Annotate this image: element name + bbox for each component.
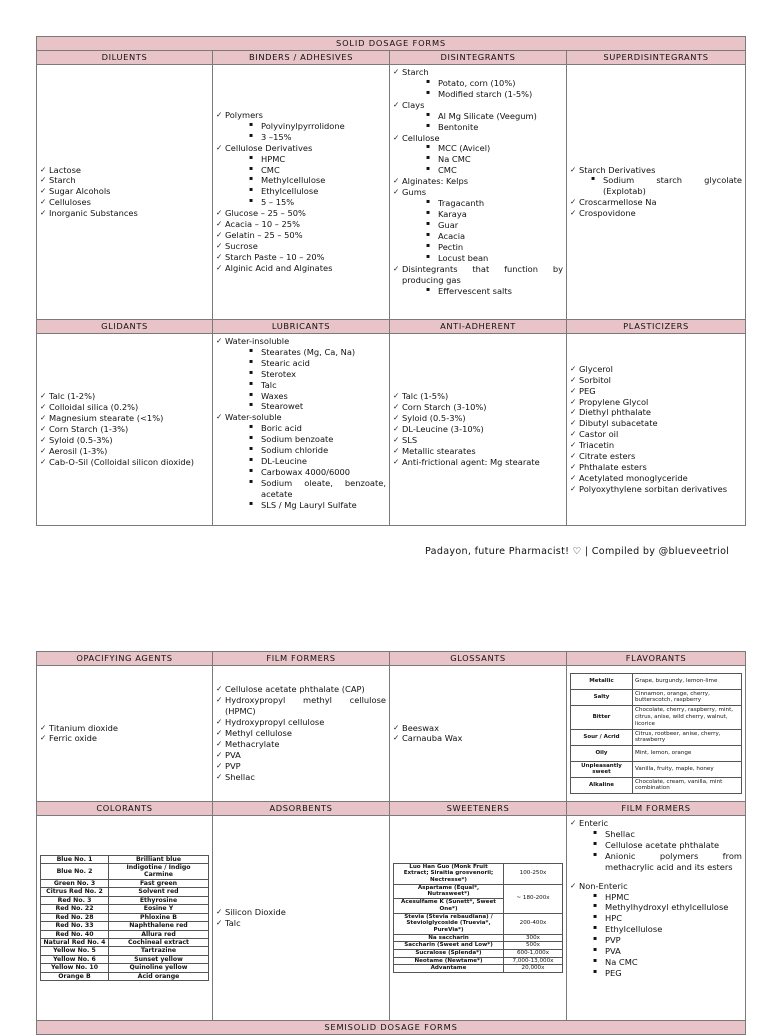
table-row: Luo Han Guo (Monk Fruit Extract; Siraitia grosvenorii; Nectresse*) 100-250x xyxy=(394,863,563,884)
table-row: Metallic Grape, burgundy, lemon-lime xyxy=(571,673,742,689)
sub-item: ▪ Bentonite xyxy=(426,122,563,133)
sub-item: ▪ Na CMC xyxy=(593,957,742,968)
sub-item: ▪ Acacia xyxy=(426,231,563,242)
list-item: ✓ Alginates: Kelps xyxy=(393,176,563,187)
sub-item: ▪ Na CMC xyxy=(426,154,563,165)
sub-item: ▪ Sodium chloride xyxy=(249,445,386,456)
list-item: ✓ Sorbitol xyxy=(570,375,742,386)
table-title: SOLID DOSAGE FORMS xyxy=(37,37,746,51)
list-item: ✓ Disintegrants that function by producing gas ▪ Effervescent salts xyxy=(393,264,563,297)
list-item: ✓ Hydroxypropyl cellulose xyxy=(216,717,386,728)
sub-item: ▪ Carbowax 4000/6000 xyxy=(249,467,386,478)
sub-item: ▪ Boric acid xyxy=(249,423,386,434)
table-row: Salty Cinnamon, orange, cherry, butterscotch, raspberry xyxy=(571,689,742,705)
list-item: ✓ Metallic stearates xyxy=(393,446,563,457)
table-row: Yellow No. 10 Quinoline yellow xyxy=(41,964,209,972)
table-row: Red No. 3 Ethyrosine xyxy=(41,896,209,904)
list-item: ✓ Sugar Alcohols xyxy=(40,186,209,197)
sub-item: ▪ Stearowet xyxy=(249,401,386,412)
sub-item: ▪ HPC xyxy=(593,913,742,924)
solid-dosage-table xyxy=(36,36,746,526)
header-lubricants: LUBRICANTS xyxy=(213,319,390,333)
list-item: ✓ Magnesium stearate (<1%) xyxy=(40,413,209,424)
table-row: Natural Red No. 4 Cochineal extract xyxy=(41,938,209,946)
sub-item: ▪ SLS / Mg Lauryl Sulfate xyxy=(249,500,386,511)
colorants-cell xyxy=(37,815,213,1020)
sub-item: ▪ Sterotex xyxy=(249,369,386,380)
header-film-formers-2: FILM FORMERS xyxy=(567,801,746,815)
list-item: ✓ Castor oil xyxy=(570,429,742,440)
list-item: ✓ Cellulose Derivatives ▪ HPMC ▪ CMC ▪ Methylcellulose ▪ Ethylcellulose ▪ 5 – 15% xyxy=(216,143,386,209)
list-item: ✓ Croscarmellose Na xyxy=(570,197,742,208)
header-opacifying: OPACIFYING AGENTS xyxy=(37,652,213,666)
list-item: ✓ Water-insoluble ▪ Stearates (Mg, Ca, Na) ▪ Stearic acid ▪ Sterotex ▪ Talc ▪ Waxes ▪ Stearowet xyxy=(216,336,386,413)
sweeteners-table xyxy=(393,863,563,974)
table-row: Orange B Acid orange xyxy=(41,972,209,980)
list-item: ✓ PVA xyxy=(216,750,386,761)
list-item: ✓ Colloidal silica (0.2%) xyxy=(40,402,209,413)
sweeteners-cell xyxy=(390,815,567,1020)
sub-item: ▪ PVP xyxy=(593,935,742,946)
list-item: ✓ Aerosil (1-3%) xyxy=(40,446,209,457)
adsorbents-cell xyxy=(213,815,390,1020)
table-row: Sucralose (Splenda*) 600-1,000x xyxy=(394,950,563,958)
list-item: ✓ Starch ▪ Potato, corn (10%) ▪ Modified starch (1-5%) xyxy=(393,67,563,100)
plasticizers-cell xyxy=(567,333,746,525)
sub-item: ▪ Methylcellulose xyxy=(249,175,386,186)
sub-item: ▪ Locust bean xyxy=(426,253,563,264)
list-item: ✓ Beeswax xyxy=(393,723,563,734)
footer-credit: Padayon, future Pharmacist! ♡ | Compiled by @blueveetriol xyxy=(425,546,730,557)
table-row: Red No. 22 Eosine Y xyxy=(41,905,209,913)
list-item: ✓ PVP xyxy=(216,761,386,772)
list-item: ✓ Talc (1-5%) xyxy=(393,391,563,402)
header-binders: BINDERS / ADHESIVES xyxy=(213,50,390,64)
list-item: ✓ Methyl cellulose xyxy=(216,728,386,739)
sub-item: ▪ Pectin xyxy=(426,242,563,253)
list-item: ✓ Ferric oxide xyxy=(40,733,209,744)
table-row: Alkaline Chocolate, cream, vanilla, mint combination xyxy=(571,777,742,793)
list-item: ✓ Anti-frictional agent: Mg stearate xyxy=(393,457,563,468)
list-item: ✓ Corn Starch (3-10%) xyxy=(393,402,563,413)
sub-item: ▪ Tragacanth xyxy=(426,198,563,209)
table-row: Red No. 40 Allura red xyxy=(41,930,209,938)
list-item: ✓ Starch Paste – 10 – 20% xyxy=(216,252,386,263)
list-item: ✓ Starch xyxy=(40,175,209,186)
flavorants-table xyxy=(570,673,742,794)
semisolid-title: SEMISOLID DOSAGE FORMS xyxy=(37,1020,746,1034)
sub-item: ▪ CMC xyxy=(426,165,563,176)
sub-item: ▪ Guar xyxy=(426,220,563,231)
list-item: ✓ Non-Enteric ▪ HPMC ▪ Methylhydroxyl ethylcellulose ▪ HPC ▪ Ethylcellulose ▪ PVP ▪ PVA ▪ Na CMC ▪ PEG xyxy=(570,881,742,979)
header-glossants: GLOSSANTS xyxy=(390,652,567,666)
list-item: ✓ Polyoxythylene sorbitan derivatives xyxy=(570,484,742,495)
list-item: ✓ Silicon Dioxide xyxy=(216,907,386,918)
table-row: Saccharin (Sweet and Low*) 500x xyxy=(394,942,563,950)
table-row: Green No. 3 Fast green xyxy=(41,879,209,887)
table-row: Yellow No. 6 Sunset yellow xyxy=(41,955,209,963)
sub-item: ▪ Shellac xyxy=(593,829,742,840)
opacifying-cell xyxy=(37,665,213,801)
list-item: ✓ Enteric ▪ Shellac ▪ Cellulose acetate phthalate ▪ Anionic polymers from methacrylic acid and its esters xyxy=(570,818,742,873)
sub-item: ▪ Sodium starch glycolate (Explotab) xyxy=(591,175,742,197)
list-item: ✓ Gelatin – 25 – 50% xyxy=(216,230,386,241)
list-item: ✓ Polymers ▪ Polyvinylpyrrolidone ▪ 3 –15% xyxy=(216,110,386,143)
sub-item: ▪ PEG xyxy=(593,968,742,979)
table-row: Blue No. 2 Indigotine / Indigo Carmine xyxy=(41,864,209,880)
binders-cell xyxy=(213,64,390,319)
film-formers-cell xyxy=(213,665,390,801)
list-item: ✓ DL-Leucine (3-10%) xyxy=(393,424,563,435)
table-row: Acesulfame K (Sunett*, Sweet One*) xyxy=(394,899,563,913)
lubricants-cell xyxy=(213,333,390,525)
list-item: ✓ Sucrose xyxy=(216,241,386,252)
colorants-table xyxy=(40,855,209,982)
disintegrants-cell xyxy=(390,64,567,319)
list-item: ✓ Corn Starch (1-3%) xyxy=(40,424,209,435)
table-row: Blue No. 1 Brilliant blue xyxy=(41,855,209,863)
sub-item: ▪ Sodium benzoate xyxy=(249,434,386,445)
table-row: Red No. 33 Naphthalene red xyxy=(41,922,209,930)
glossants-cell xyxy=(390,665,567,801)
table-row: Advantame 20,000x xyxy=(394,965,563,973)
sub-item: ▪ Methylhydroxyl ethylcellulose xyxy=(593,902,742,913)
header-sweeteners: SWEETENERS xyxy=(390,801,567,815)
sub-item: ▪ Modified starch (1-5%) xyxy=(426,89,563,100)
list-item: ✓ Shellac xyxy=(216,772,386,783)
sub-item: ▪ PVA xyxy=(593,946,742,957)
sub-item: ▪ MCC (Avicel) xyxy=(426,143,563,154)
sub-item: ▪ CMC xyxy=(249,165,386,176)
header-glidants: GLIDANTS xyxy=(37,319,213,333)
sub-item: ▪ Al Mg Silicate (Veegum) xyxy=(426,111,563,122)
list-item: ✓ Gums ▪ Tragacanth ▪ Karaya ▪ Guar ▪ Acacia ▪ Pectin ▪ Locust bean xyxy=(393,187,563,264)
list-item: ✓ Celluloses xyxy=(40,197,209,208)
header-disintegrants: DISINTEGRANTS xyxy=(390,50,567,64)
list-item: ✓ Triacetin xyxy=(570,440,742,451)
list-item: ✓ Clays ▪ Al Mg Silicate (Veegum) ▪ Bentonite xyxy=(393,100,563,133)
list-item: ✓ Inorganic Substances xyxy=(40,208,209,219)
list-item: ✓ Cellulose ▪ MCC (Avicel) ▪ Na CMC ▪ CMC xyxy=(393,133,563,177)
table-row: Sour / Acrid Citrus, rootbeer, anise, cherry, strawberry xyxy=(571,729,742,745)
list-item: ✓ Carnauba Wax xyxy=(393,733,563,744)
list-item: ✓ Water-soluble ▪ Boric acid ▪ Sodium benzoate ▪ Sodium chloride ▪ DL-Leucine ▪ Carbowax 4000/6000 ▪ Sodium oleate, benzoate, acetate ▪ SLS / Mg Lauryl Sulfate xyxy=(216,412,386,510)
table-row: Bitter Chocolate, cherry, raspberry, mint, citrus, anise, wild cherry, walnut, licorice xyxy=(571,705,742,729)
sub-item: ▪ Stearic acid xyxy=(249,358,386,369)
table-row: Na saccharin 300x xyxy=(394,934,563,942)
list-item: ✓ PEG xyxy=(570,386,742,397)
superdisintegrants-cell xyxy=(567,64,746,319)
list-item: ✓ Diethyl phthalate xyxy=(570,407,742,418)
list-item: ✓ Lactose xyxy=(40,165,209,176)
header-anti-adherent: ANTI-ADHERENT xyxy=(390,319,567,333)
sub-item: ▪ Karaya xyxy=(426,209,563,220)
table-row: Neotame (Newtame*) 7,000-13,000x xyxy=(394,957,563,965)
film-formers-2-cell xyxy=(567,815,746,1020)
anti-adherent-cell xyxy=(390,333,567,525)
list-item: ✓ Dibutyl subacetate xyxy=(570,418,742,429)
list-item: ✓ Alginic Acid and Alginates xyxy=(216,263,386,274)
list-item: ✓ Methacrylate xyxy=(216,739,386,750)
list-item: ✓ Glucose – 25 – 50% xyxy=(216,208,386,219)
sub-item: ▪ Waxes xyxy=(249,391,386,402)
sub-item: ▪ Potato, corn (10%) xyxy=(426,78,563,89)
list-item: ✓ Citrate esters xyxy=(570,451,742,462)
list-item: ✓ Titanium dioxide xyxy=(40,723,209,734)
list-item: ✓ Phthalate esters xyxy=(570,462,742,473)
list-item: ✓ Acacia – 10 – 25% xyxy=(216,219,386,230)
list-item: ✓ Propylene Glycol xyxy=(570,397,742,408)
sub-item: ▪ HPMC xyxy=(249,154,386,165)
header-adsorbents: ADSORBENTS xyxy=(213,801,390,815)
list-item: ✓ Talc (1-2%) xyxy=(40,391,209,402)
sub-item: ▪ DL-Leucine xyxy=(249,456,386,467)
list-item: ✓ Cellulose acetate phthalate (CAP) xyxy=(216,684,386,695)
header-film-formers: FILM FORMERS xyxy=(213,652,390,666)
list-item: ✓ Syloid (0.5-3%) xyxy=(40,435,209,446)
list-item: ✓ Crospovidone xyxy=(570,208,742,219)
list-item: ✓ Acetylated monoglyceride xyxy=(570,473,742,484)
header-flavorants: FLAVORANTS xyxy=(567,652,746,666)
table-row: Unpleasantly sweet Vanilla, fruity, maple, honey xyxy=(571,761,742,777)
sub-item: ▪ Anionic polymers from methacrylic acid and its esters xyxy=(593,851,742,873)
sub-item: ▪ 5 – 15% xyxy=(249,197,386,208)
table-row: Stevia (Stevia rebaudiana) / Steviolglycoside (Truevia*, PureVia*) 200-400x xyxy=(394,913,563,934)
header-diluents: DILUENTS xyxy=(37,50,213,64)
header-superdisintegrants: SUPERDISINTEGRANTS xyxy=(567,50,746,64)
table-row: Aspartame (Equal*, Nutrasweet*) ~ 180-200x xyxy=(394,884,563,898)
table-row: Citrus Red No. 2 Solvent red xyxy=(41,888,209,896)
list-item: ✓ Glycerol xyxy=(570,364,742,375)
sub-item: ▪ 3 –15% xyxy=(249,132,386,143)
list-item: ✓ Cab-O-Sil (Colloidal silicon dioxide) xyxy=(40,457,209,468)
table-row: Red No. 28 Phloxine B xyxy=(41,913,209,921)
table-row: Oily Mint, lemon, orange xyxy=(571,745,742,761)
sub-item: ▪ Sodium oleate, benzoate, acetate xyxy=(249,478,386,500)
list-item: ✓ Starch Derivatives ▪ Sodium starch glycolate (Explotab) xyxy=(570,165,742,198)
sub-item: ▪ Ethylcellulose xyxy=(249,186,386,197)
flavorants-cell xyxy=(567,665,746,801)
list-item: ✓ Hydroxypropyl methyl cellulose (HPMC) xyxy=(216,695,386,717)
list-item: ✓ Talc xyxy=(216,918,386,929)
diluents-cell xyxy=(37,64,213,319)
sub-item: ▪ HPMC xyxy=(593,892,742,903)
list-item: ✓ Syloid (0.5-3%) xyxy=(393,413,563,424)
list-item: ✓ SLS xyxy=(393,435,563,446)
sub-item: ▪ Ethylcellulose xyxy=(593,924,742,935)
sub-item: ▪ Talc xyxy=(249,380,386,391)
glidants-cell xyxy=(37,333,213,525)
header-plasticizers: PLASTICIZERS xyxy=(567,319,746,333)
coating-excipients-table xyxy=(36,651,746,1035)
sub-item: ▪ Polyvinylpyrrolidone xyxy=(249,121,386,132)
sub-item: ▪ Effervescent salts xyxy=(426,286,563,297)
sub-item: ▪ Stearates (Mg, Ca, Na) xyxy=(249,347,386,358)
header-colorants: COLORANTS xyxy=(37,801,213,815)
table-row: Yellow No. 5 Tartrazine xyxy=(41,947,209,955)
sub-item: ▪ Cellulose acetate phthalate xyxy=(593,840,742,851)
